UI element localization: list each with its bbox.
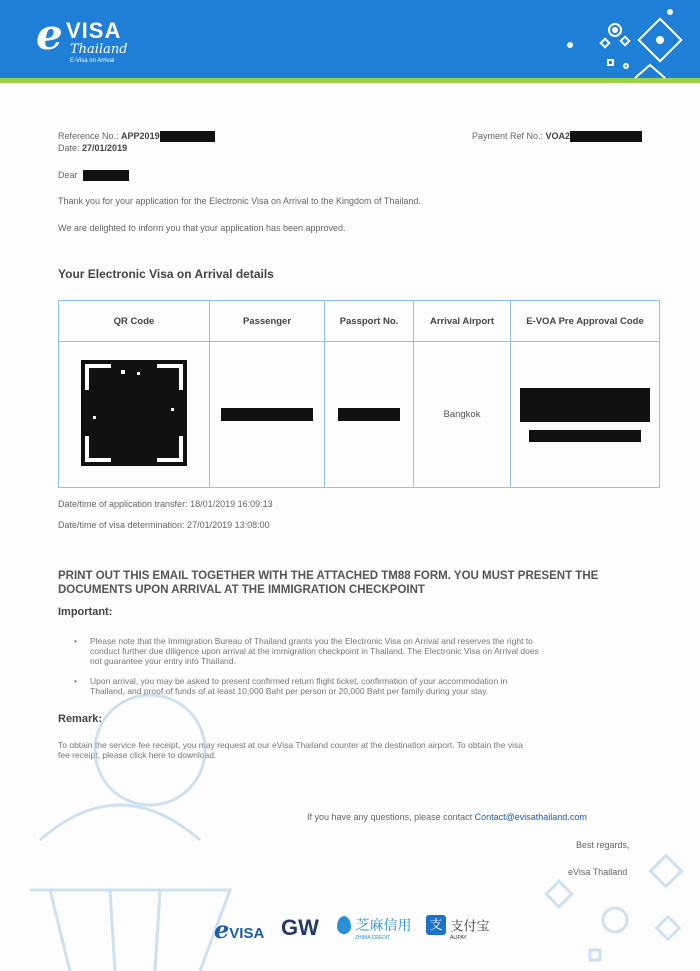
document-date: Date: 27/01/2019 <box>58 143 128 153</box>
zhima-drop-icon <box>337 916 351 934</box>
regards: Best regards, <box>576 840 630 850</box>
thank-you-paragraph: Thank you for your application for the Electronic Visa on Arrival to the Kingdom of Thailand. <box>58 196 421 206</box>
column-header: E-VOA Pre Approval Code <box>511 301 660 342</box>
alipay-icon: 支 <box>426 915 446 935</box>
redaction <box>338 408 400 421</box>
bullet-item: • <box>74 636 77 646</box>
column-header: Arrival Airport <box>414 301 511 342</box>
important-title: Important: <box>58 606 113 618</box>
payment-reference: Payment Ref No.: VOA2 <box>472 131 642 142</box>
redaction <box>221 408 313 421</box>
application-transfer-time: Date/time of application transfer: 18/01/2019 16:09:13 <box>58 499 273 509</box>
passport-cell <box>325 342 414 488</box>
details-title: Your Electronic Visa on Arrival details <box>58 267 274 281</box>
signature: eVisa Thailand <box>568 867 628 877</box>
remark-title: Remark: <box>58 713 103 725</box>
footer-evisa-logo: eVISA <box>214 915 265 944</box>
redaction <box>520 388 650 422</box>
table-row <box>59 342 660 488</box>
remark-text: To obtain the service fee receipt, you may request at our eVisa Thailand counter at the destination airport. To obtain the visa fee receipt, please click here to download. <box>58 740 523 760</box>
footer-zhima-logo: 芝麻信用 ZHIMA CREDIT <box>337 915 411 941</box>
table-header-row <box>59 301 660 342</box>
watermark-icon <box>0 690 250 971</box>
bullet-item: • <box>74 676 77 686</box>
approval-code-cell <box>511 342 660 488</box>
column-header: QR Code <box>59 301 210 342</box>
reference-number: Reference No.: APP2019 <box>58 131 215 142</box>
header-decoration-icon <box>510 0 700 80</box>
visa-determination-time: Date/time of visa determination: 27/01/2019 13:08:00 <box>58 520 270 530</box>
airport-cell: Bangkok <box>414 342 511 488</box>
footer-alipay-logo: 支 支付宝 ALIPAY <box>426 915 489 941</box>
print-notice: PRINT OUT THIS EMAIL TOGETHER WITH THE ATTACHED TM88 FORM. YOU MUST PRESENT THE DOCUMENTS UPON ARRIVAL AT THE IMMIGRATION CHECKPOINT <box>58 570 599 596</box>
column-header: Passport No. <box>325 301 414 342</box>
approval-paragraph: We are delighted to inform you that your application has been approved. <box>58 223 346 233</box>
important-bullet-2: Upon arrival, you may be asked to present confirmed return flight ticket, confirmation of your accommodation in Thailand, and proof of funds of at least 10,000 Baht per person or 20,000 Baht per family during your stay. <box>90 676 508 696</box>
redaction <box>570 131 642 142</box>
visa-details-table <box>58 300 660 488</box>
questions-line: If you have any questions, please contact Contact@evisathailand.com <box>307 812 587 822</box>
qr-code-icon <box>81 360 187 466</box>
redaction <box>83 170 129 181</box>
qr-code-cell <box>59 342 210 488</box>
footer-gw-logo: GW <box>281 915 319 940</box>
redaction <box>160 131 215 142</box>
corner-decoration-icon <box>520 850 700 971</box>
column-header: Passenger <box>210 301 325 342</box>
contact-email-link[interactable]: Contact@evisathailand.com <box>474 812 587 822</box>
redaction <box>529 430 641 442</box>
important-bullet-1: Please note that the Immigration Bureau of Thailand grants you the Electronic Visa on Arrival and reserves the right to conduct further due diligence upon arrival at the immigration checkpoint in Thailand. The Electronic Visa on Arrival does not guarantee your entry into Thailand. <box>90 636 539 666</box>
salutation: Dear <box>58 170 129 181</box>
passenger-cell <box>210 342 325 488</box>
